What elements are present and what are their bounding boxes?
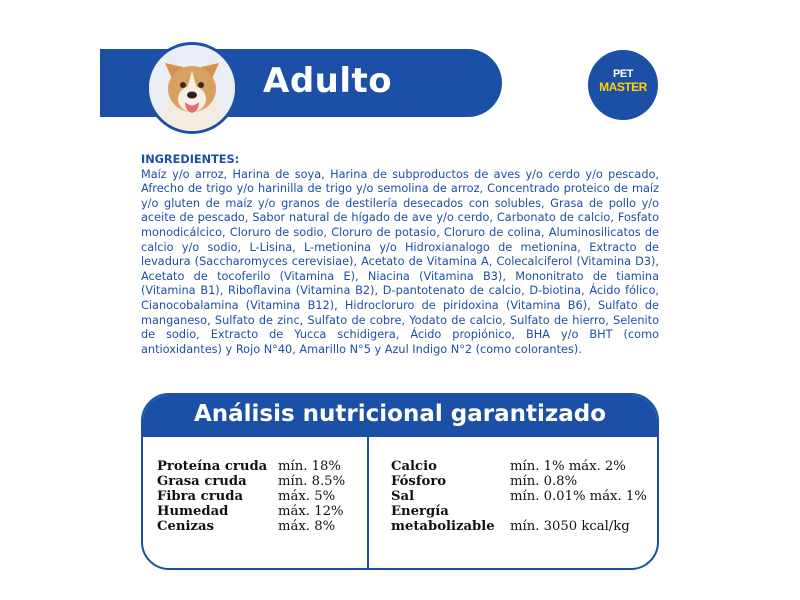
dog-face-icon — [149, 45, 235, 131]
nutrient-row — [157, 504, 362, 519]
page-title: Adulto — [263, 61, 393, 101]
column-divider — [367, 437, 369, 570]
nutrition-title: Análisis nutricional garantizado — [193, 401, 607, 427]
nutrient-value: mín. 1% máx. 2% — [510, 459, 626, 474]
nutrient-value: máx. 12% — [278, 504, 344, 519]
nutrient-row — [391, 504, 656, 534]
nutrient-value: máx. 5% — [278, 489, 336, 504]
nutrient-row — [157, 489, 362, 504]
nutrient-label: Calcio — [391, 459, 437, 474]
nutrient-value: mín. 3050 kcal/kg — [510, 519, 630, 534]
ingredients-block — [141, 153, 659, 357]
nutrient-value: mín. 8.5% — [278, 474, 346, 489]
logo-text-master: MASTER — [599, 80, 647, 94]
nutrient-label: Grasa cruda — [157, 474, 247, 489]
nutrient-row — [391, 459, 656, 474]
nutrient-row — [157, 474, 362, 489]
nutrition-left-column — [157, 459, 362, 534]
nutrient-label: Fósforo — [391, 474, 447, 489]
nutrient-value: mín. 18% — [278, 459, 341, 474]
nutrient-value: mín. 0.01% máx. 1% — [510, 489, 647, 504]
nutrient-label: Sal — [391, 489, 415, 504]
ingredients-text: Maíz y/o arroz, Harina de soya, Harina de subproductos de aves y/o cerdo y/o pescado, Afrecho de trigo y/o harinilla de trigo y/o semolina de arroz, Concentrado proteico de maíz y/o gluten de maíz y/o granos de destilería desecados con solubles, Grasa de pollo y/o aceite de pescado, Sabor natural de hígado de ave y/o cerdo, Carbonato de calcio, Fosfato monodicálcico, Cloruro de sodio, Cloruro de potasio, Cloruro de colina, Aluminosilicatos de calcio y/o sodio, L-Lisina, L-metionina y/o Hidroxianalogo de metionina, Extracto de levadura (Saccharomyces cerevisiae), Acetato de Vitamina A, Colecalciferol (Vitamina D3), Acetato de tocoferilo (Vitamina E), Niacina (Vitamina B3), Mononitrato de tiamina (Vitamina B1), Riboflavina (Vitamina B2), D-pantotenato de calcio, D-biotina, Ácido fólico, Cianocobalamina (Vitamina B12), Hidrocloruro de piridoxina (Vitamina B6), Sulfato de manganeso, Sulfato de zinc, Sulfato de cobre, Yodato de calcio, Sulfato de hierro, Selenito de sodio, Extracto de Yucca schidigera, Ácido propiónico, BHA y/o BHT (como antioxidantes) y Rojo N°40, Amarillo N°5 y Azul Indigo N°2 (como colorantes). — [141, 167, 659, 356]
logo-text-pet: PET — [613, 68, 633, 80]
nutrient-label: Cenizas — [157, 519, 214, 534]
nutrient-label: Fibra cruda — [157, 489, 244, 504]
nutrient-row — [391, 474, 656, 489]
nutrient-row — [391, 489, 656, 504]
nutrient-value: máx. 8% — [278, 519, 336, 534]
brand-logo — [588, 50, 658, 120]
nutrient-label: Energía metabolizable — [391, 504, 495, 534]
nutrient-row — [157, 459, 362, 474]
ingredients-heading: INGREDIENTES: — [141, 153, 240, 166]
nutrition-header — [143, 395, 657, 437]
nutrient-label: Humedad — [157, 504, 229, 519]
avatar — [146, 42, 238, 134]
nutrient-label: Proteína cruda — [157, 459, 268, 474]
nutrition-panel — [141, 393, 659, 570]
nutrition-right-column — [391, 459, 656, 534]
nutrient-row — [157, 519, 362, 534]
nutrient-value: mín. 0.8% — [510, 474, 578, 489]
